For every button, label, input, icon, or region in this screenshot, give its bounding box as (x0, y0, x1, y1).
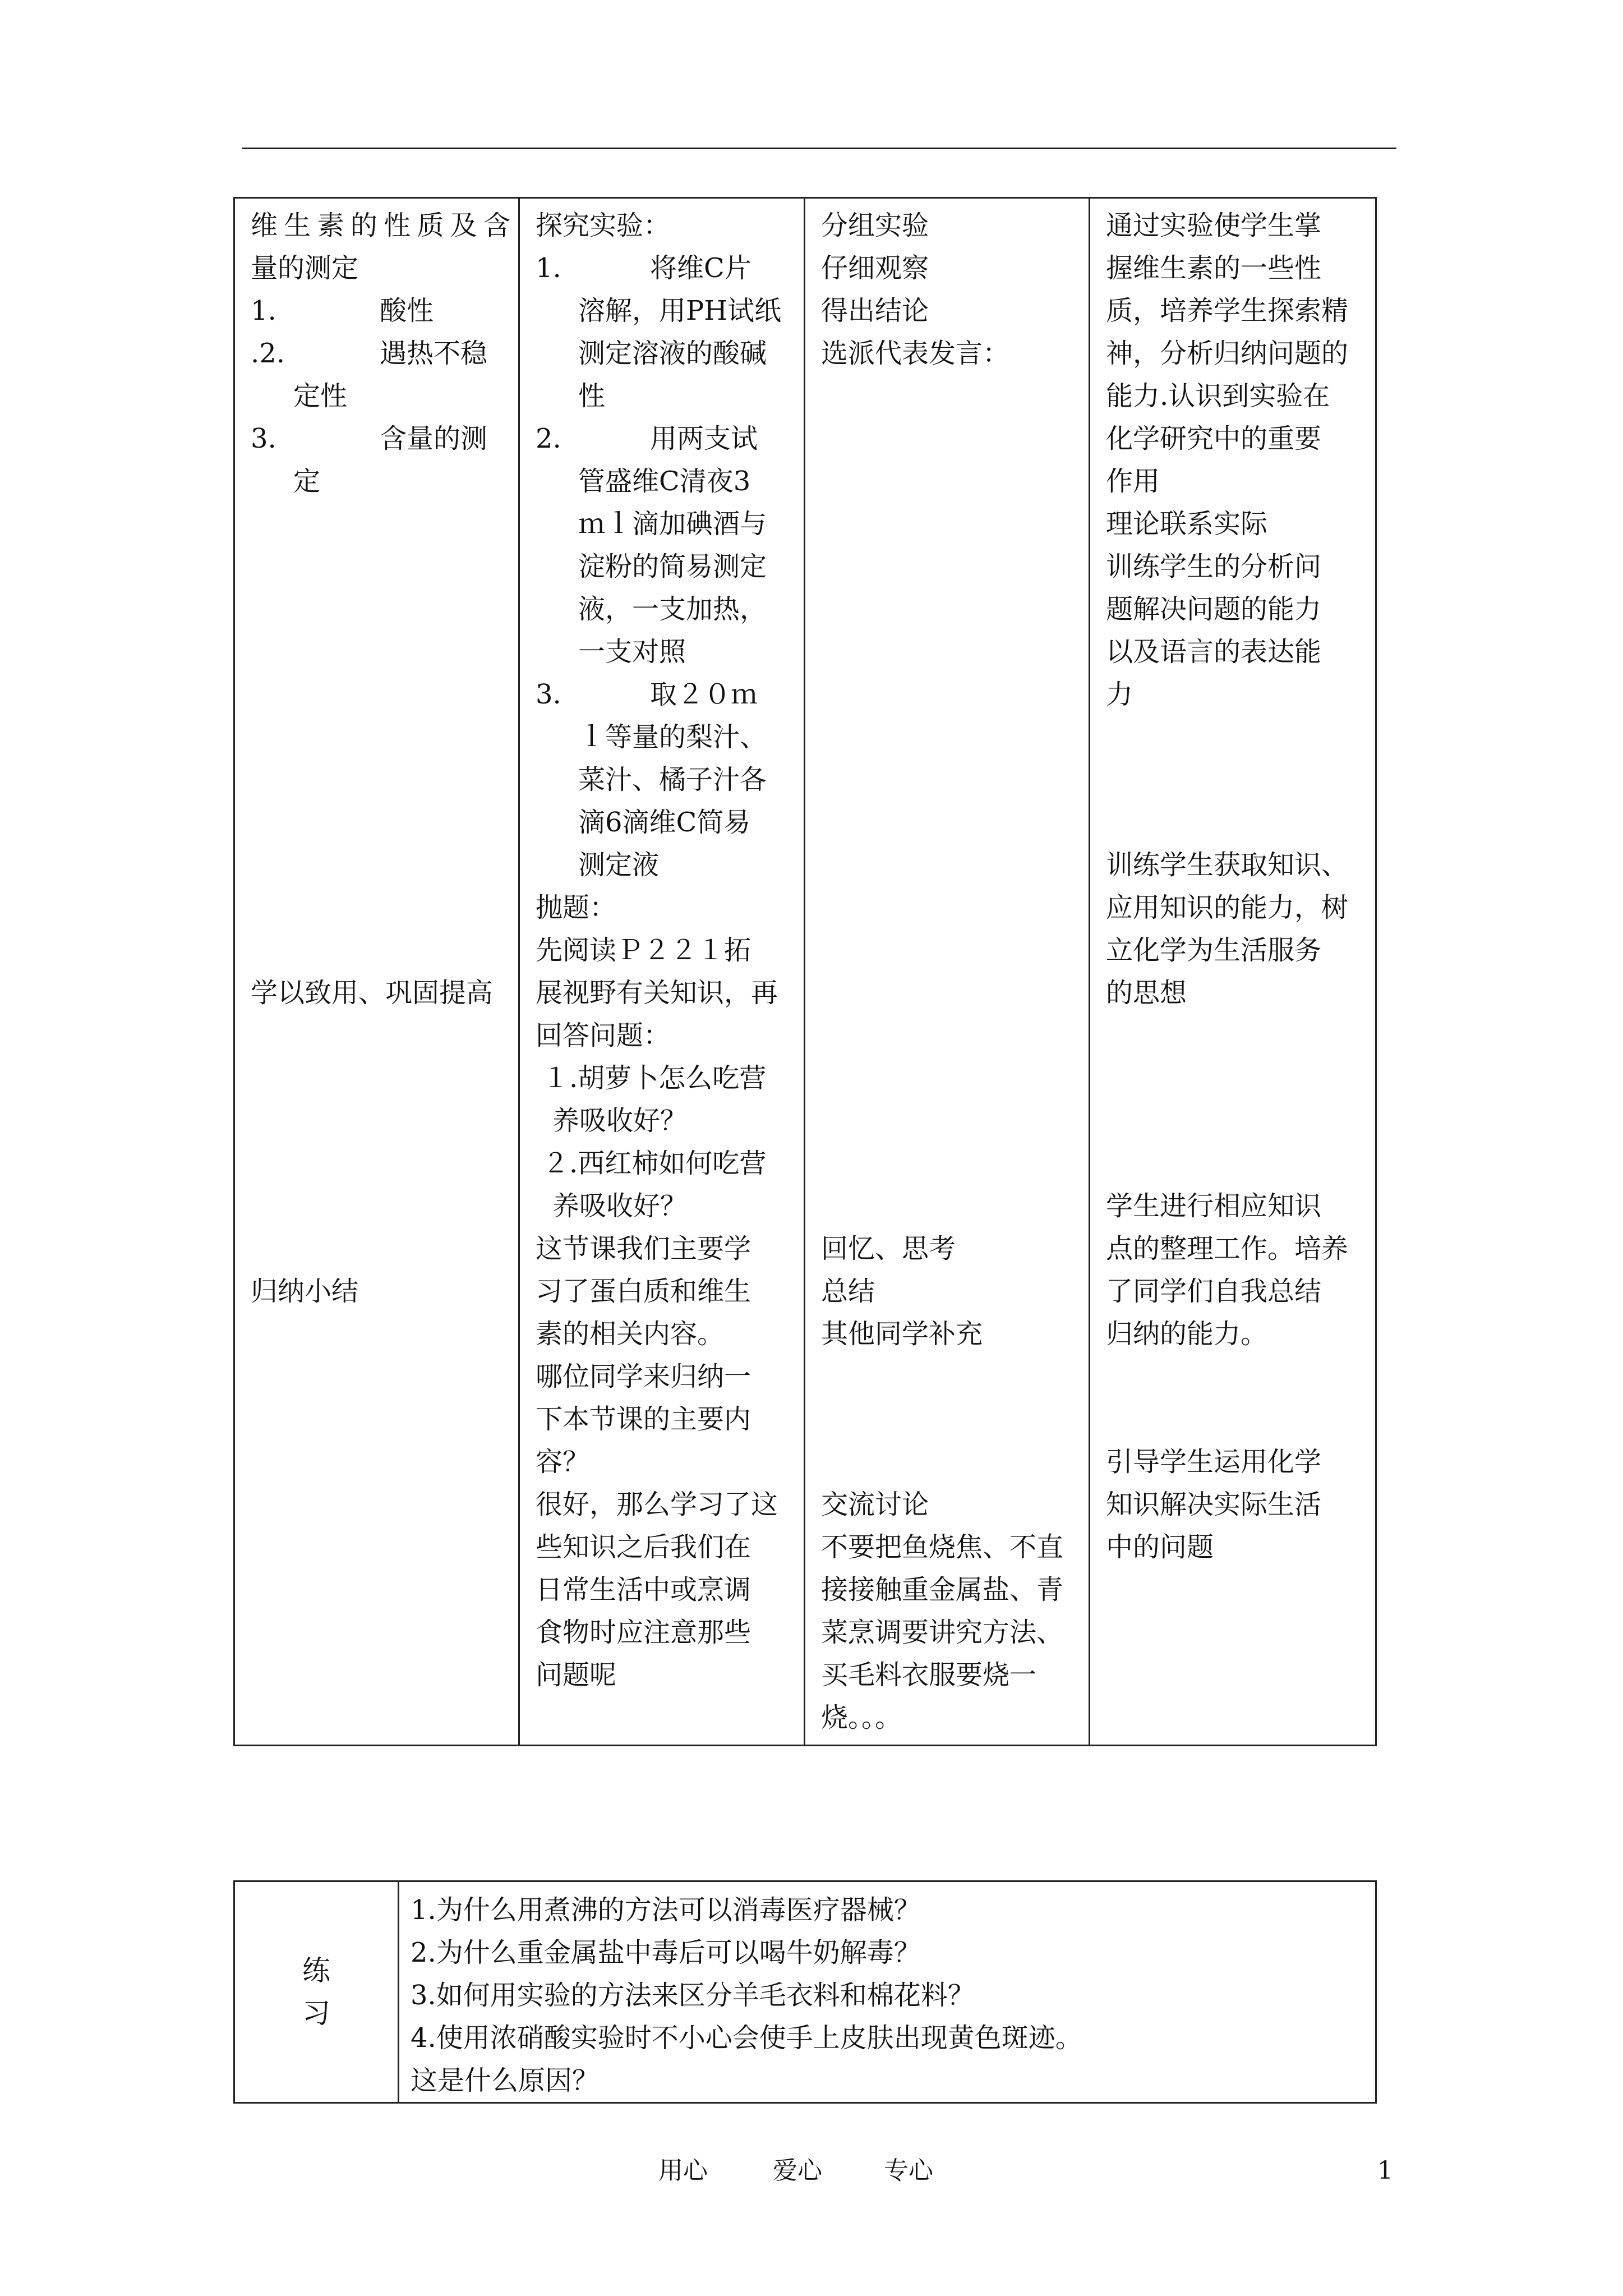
text-line: 力 (1106, 679, 1133, 710)
text-line: 测定液 (578, 849, 660, 881)
column-intent (1090, 198, 1376, 1746)
text-line: 量的测定 (251, 252, 359, 284)
text-line: 知识解决实际生活 (1106, 1489, 1322, 1520)
practice-item: 2.为什么重金属盐中毒后可以喝牛奶解毒？ (411, 1937, 921, 1968)
text-line: 回答问题： (536, 1020, 671, 1051)
text-line: 一支对照 (578, 636, 686, 668)
text-line: 素的相关内容。 (536, 1318, 725, 1350)
practice-item: 4.使用浓硝酸实验时不小心会使手上皮肤出现黄色斑迹。 (411, 2022, 1082, 2054)
header-rule (242, 148, 1396, 149)
text-line: 以及语言的表达能 (1106, 636, 1322, 668)
text-line: 习了蛋白质和维生 (536, 1276, 751, 1307)
text-line: 得出结论 (821, 295, 929, 326)
text-line: 养吸收好？ (552, 1190, 688, 1222)
lesson-table (233, 197, 1377, 1746)
text-line: 其他同学补充 (821, 1318, 983, 1350)
text-line: 应用知识的能力，树 (1106, 892, 1349, 923)
text-line: 含量的测 (380, 423, 488, 454)
text-line: 淀粉的简易测定 (578, 551, 767, 582)
column-student (805, 198, 1090, 1746)
text-line: 总结 (821, 1276, 875, 1307)
text-line: 交流讨论 (821, 1489, 929, 1520)
text-line: １.胡萝卜怎么吃营 (542, 1062, 767, 1094)
text-line: 学以致用、巩固提高 (251, 977, 494, 1009)
text-line: 性 (578, 380, 606, 412)
practice-item: 1.为什么用煮沸的方法可以消毒医疗器械？ (411, 1894, 921, 1926)
text-line: 神，分析归纳问题的 (1106, 338, 1349, 369)
text-line: 立化学为生活服务 (1106, 935, 1322, 966)
text-line: 归纳的能力。 (1106, 1318, 1268, 1350)
text-line: 酸性 (380, 295, 434, 326)
footer-text: 爱心 (773, 2156, 822, 2185)
text-line: 质，培养学生探索精 (1106, 295, 1349, 326)
column-content (234, 198, 519, 1746)
text-line: 日常生活中或烹调 (536, 1574, 751, 1605)
text-line: 了同学们自我总结 (1106, 1276, 1322, 1307)
text-line: 不要把鱼烧焦、不直 (821, 1531, 1064, 1563)
text-line: 题解决问题的能力 (1106, 593, 1322, 625)
page-number: 1 (1377, 2156, 1393, 2185)
text-line: 养吸收好？ (552, 1105, 688, 1137)
text-line: 学生进行相应知识 (1106, 1190, 1322, 1222)
practice-item: 这是什么原因？ (411, 2065, 600, 2096)
text-line: 问题呢 (536, 1659, 617, 1691)
text-line: 引导学生运用化学 (1106, 1446, 1322, 1478)
text-line: 先阅读Ｐ２２１拓 (536, 935, 751, 966)
text-line: 很好，那么学习了这 (536, 1489, 778, 1520)
text-line: 哪位同学来归纳一 (536, 1361, 751, 1392)
text-line: 维生素的性质及含 (251, 210, 510, 241)
text-line: 通过实验使学生掌 (1106, 210, 1322, 241)
text-line: .2. (251, 338, 285, 369)
text-line: 些知识之后我们在 (536, 1531, 751, 1563)
text-line: 能力.认识到实验在 (1106, 380, 1330, 412)
text-line: 仔细观察 (821, 252, 929, 284)
text-line: 回忆、思考 (821, 1233, 956, 1264)
text-line: 训练学生的分析问 (1106, 551, 1322, 582)
text-line: 1. (251, 295, 276, 326)
text-line: 用两支试 (650, 423, 758, 454)
practice-label (234, 1881, 399, 2103)
text-line: 3. (536, 679, 561, 710)
text-line: 握维生素的一些性 (1106, 252, 1322, 284)
text-line: 的思想 (1106, 977, 1187, 1009)
practice-table (233, 1880, 1377, 2104)
practice-label-line: 习 (302, 1997, 330, 2030)
text-line: 测定溶液的酸碱 (578, 338, 767, 369)
text-line: 菜汁、橘子汁各 (578, 764, 767, 795)
text-line: 买毛料衣服要烧一 (821, 1659, 1037, 1691)
text-line: 探究实验： (536, 210, 671, 241)
footer-text: 用心 (658, 2156, 708, 2185)
practice-item: 3.如何用实验的方法来区分羊毛衣料和棉花料？ (411, 1980, 975, 2011)
text-line: 容？ (536, 1446, 590, 1478)
text-line: 理论联系实际 (1106, 508, 1268, 540)
text-line: 食物时应注意那些 (536, 1617, 751, 1648)
text-line: 3. (251, 423, 276, 454)
text-line: 定 (293, 466, 321, 497)
text-line: 点的整理工作。培养 (1106, 1233, 1349, 1264)
column-teacher (519, 198, 805, 1746)
text-line: ｍｌ滴加碘酒与 (578, 508, 767, 540)
text-line: 将维C片 (650, 252, 751, 284)
text-line: 选派代表发言： (821, 338, 1010, 369)
text-line: 接接触重金属盐、青 (821, 1574, 1064, 1605)
text-line: 下本节课的主要内 (536, 1404, 751, 1435)
text-line: 2. (536, 423, 561, 454)
practice-items (399, 1881, 1376, 2103)
text-line: 归纳小结 (251, 1276, 359, 1307)
text-line: 管盛维C清夜3 (578, 466, 751, 497)
practice-label-line: 练 (302, 1954, 330, 1987)
text-line: 滴6滴维C简易 (578, 807, 751, 838)
text-line: 化学研究中的重要 (1106, 423, 1322, 454)
text-line: 遇热不稳 (380, 338, 488, 369)
text-line: 抛题： (536, 892, 617, 923)
text-line: 菜烹调要讲究方法、 (821, 1617, 1064, 1648)
text-line: 中的问题 (1106, 1531, 1214, 1563)
text-line: 烧。。。 (821, 1702, 902, 1733)
text-line: 训练学生获取知识、 (1106, 849, 1349, 881)
text-line: 展视野有关知识，再 (536, 977, 778, 1009)
footer-text: 专心 (884, 2156, 933, 2185)
text-line: 分组实验 (821, 210, 929, 241)
text-line: 这节课我们主要学 (536, 1233, 751, 1264)
text-line: 溶解，用PH试纸 (578, 295, 782, 326)
text-line: 液，一支加热， (578, 593, 767, 625)
text-line: 定性 (293, 380, 348, 412)
text-line: ２.西红柿如何吃营 (542, 1148, 767, 1179)
text-line: 1. (536, 252, 561, 284)
text-line: ｌ等量的梨汁、 (578, 721, 767, 753)
text-line: 取２０ｍ (650, 679, 758, 710)
text-line: 作用 (1106, 466, 1160, 497)
